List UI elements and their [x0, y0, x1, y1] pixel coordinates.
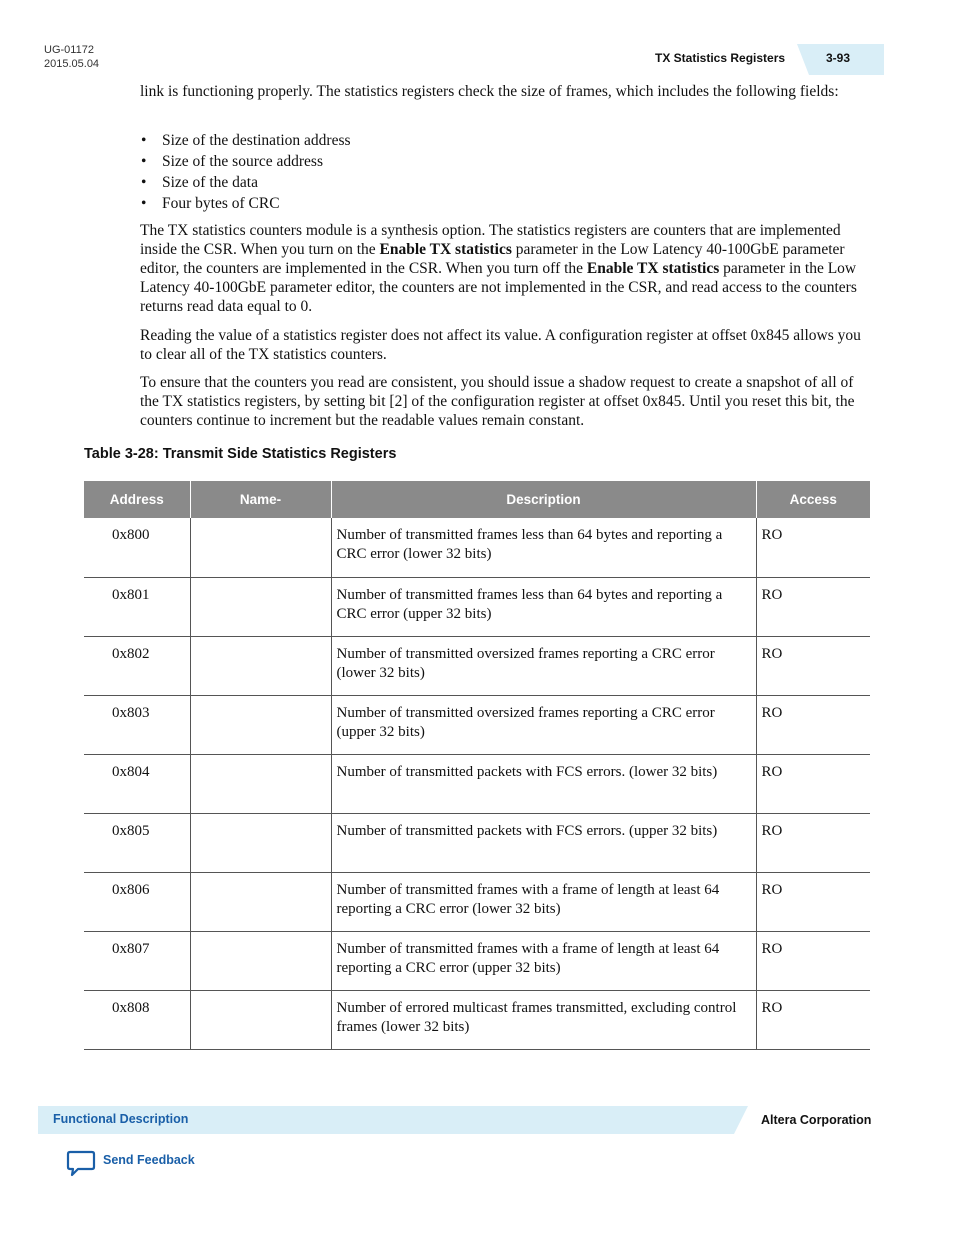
- enable-tx-statistics-term: Enable TX statistics: [586, 260, 720, 277]
- cell-address: 0x801: [84, 577, 190, 636]
- header-section-title: TX Statistics Registers: [655, 51, 786, 65]
- table-row: [84, 754, 870, 813]
- list-item: • Size of the destination address: [140, 130, 865, 151]
- footer-company: Altera Corporation: [761, 1113, 872, 1127]
- doc-date: 2015.05.04: [44, 58, 100, 70]
- page-number: 3-93: [826, 51, 851, 65]
- cell-access: RO: [756, 577, 870, 636]
- cell-access: RO: [756, 518, 870, 577]
- para-text: parameter in the Low Latency 40-100GbE parameter editor, the counters are implemented in the CSR. When you turn off the: [140, 241, 845, 277]
- cell-name: [190, 577, 331, 636]
- document-id: [44, 43, 99, 71]
- cell-access: RO: [756, 872, 870, 931]
- send-feedback-link[interactable]: Send Feedback: [103, 1153, 195, 1167]
- column-header-name: Name-: [190, 481, 331, 518]
- cell-description: Number of transmitted frames less than 64 bytes and reporting a CRC error (lower 32 bits): [331, 518, 756, 577]
- cell-name: [190, 754, 331, 813]
- table-row: [84, 990, 870, 1049]
- cell-name: [190, 518, 331, 577]
- cell-address: 0x806: [84, 872, 190, 931]
- cell-access: RO: [756, 931, 870, 990]
- table-row: [84, 695, 870, 754]
- cell-description: Number of transmitted packets with FCS errors. (upper 32 bits): [331, 813, 756, 872]
- table-caption: Table 3-28: Transmit Side Statistics Registers: [84, 446, 397, 462]
- field-list: [140, 130, 865, 214]
- column-header-address: Address: [84, 481, 190, 518]
- cell-name: [190, 813, 331, 872]
- cell-description: Number of transmitted oversized frames reporting a CRC error (lower 32 bits): [331, 636, 756, 695]
- cell-description: Number of errored multicast frames transmitted, excluding control frames (lower 32 bits): [331, 990, 756, 1049]
- footer-section-link[interactable]: Functional Description: [53, 1112, 189, 1126]
- cell-name: [190, 695, 331, 754]
- para-text: The TX statistics counters module is a synthesis option. The statistics registers are counters that are implemented inside the CSR. When you turn on the: [140, 222, 841, 258]
- speech-bubble-icon[interactable]: [66, 1150, 96, 1178]
- statistics-register-table: [84, 481, 870, 1050]
- cell-address: 0x800: [84, 518, 190, 577]
- shadow-request-paragraph: To ensure that the counters you read are consistent, you should issue a shadow request to create a snapshot of all of the TX statistics registers, by setting bit [2] of the configuration register at offset 0x845. Until you reset this bit, the counters continue to increment but the readable values remain constant.: [140, 374, 855, 429]
- cell-description: Number of transmitted frames with a frame of length at least 64 reporting a CRC error (lower 32 bits): [331, 872, 756, 931]
- cell-access: RO: [756, 990, 870, 1049]
- table-row: [84, 931, 870, 990]
- cell-description: Number of transmitted packets with FCS errors. (lower 32 bits): [331, 754, 756, 813]
- table-row: [84, 577, 870, 636]
- para-text: parameter in the Low Latency 40-100GbE parameter editor, the counters are not implemented in the CSR, and read access to the counters returns read data equal to 0.: [140, 260, 857, 315]
- enable-tx-statistics-term: Enable TX statistics: [379, 241, 512, 258]
- cell-address: 0x803: [84, 695, 190, 754]
- column-header-description: Description: [331, 481, 756, 518]
- cell-description: Number of transmitted frames with a frame of length at least 64 reporting a CRC error (upper 32 bits): [331, 931, 756, 990]
- cell-name: [190, 931, 331, 990]
- table-row: [84, 636, 870, 695]
- cell-address: 0x808: [84, 990, 190, 1049]
- cell-access: RO: [756, 695, 870, 754]
- list-item: • Four bytes of CRC: [140, 193, 865, 214]
- cell-access: RO: [756, 754, 870, 813]
- cell-access: RO: [756, 813, 870, 872]
- cell-name: [190, 872, 331, 931]
- cell-address: 0x807: [84, 931, 190, 990]
- table-row: [84, 813, 870, 872]
- cell-address: 0x805: [84, 813, 190, 872]
- cell-access: RO: [756, 636, 870, 695]
- cell-description: Number of transmitted frames less than 64 bytes and reporting a CRC error (upper 32 bits): [331, 577, 756, 636]
- cell-address: 0x804: [84, 754, 190, 813]
- list-item: • Size of the source address: [140, 151, 865, 172]
- clear-counters-paragraph: Reading the value of a statistics register does not affect its value. A configuration register at offset 0x845 allows you to clear all of the TX statistics counters.: [140, 327, 861, 363]
- list-item: • Size of the data: [140, 172, 865, 193]
- cell-address: 0x802: [84, 636, 190, 695]
- table-row: [84, 872, 870, 931]
- table-header-row: [84, 481, 870, 518]
- cell-name: [190, 990, 331, 1049]
- table-row: [84, 518, 870, 577]
- cell-name: [190, 636, 331, 695]
- intro-paragraph: link is functioning properly. The statistics registers check the size of frames, which includes the following fields:: [140, 83, 839, 100]
- doc-number: UG-01172: [44, 44, 94, 56]
- column-header-access: Access: [756, 481, 870, 518]
- cell-description: Number of transmitted oversized frames reporting a CRC error (upper 32 bits): [331, 695, 756, 754]
- synthesis-option-paragraph: [140, 221, 865, 316]
